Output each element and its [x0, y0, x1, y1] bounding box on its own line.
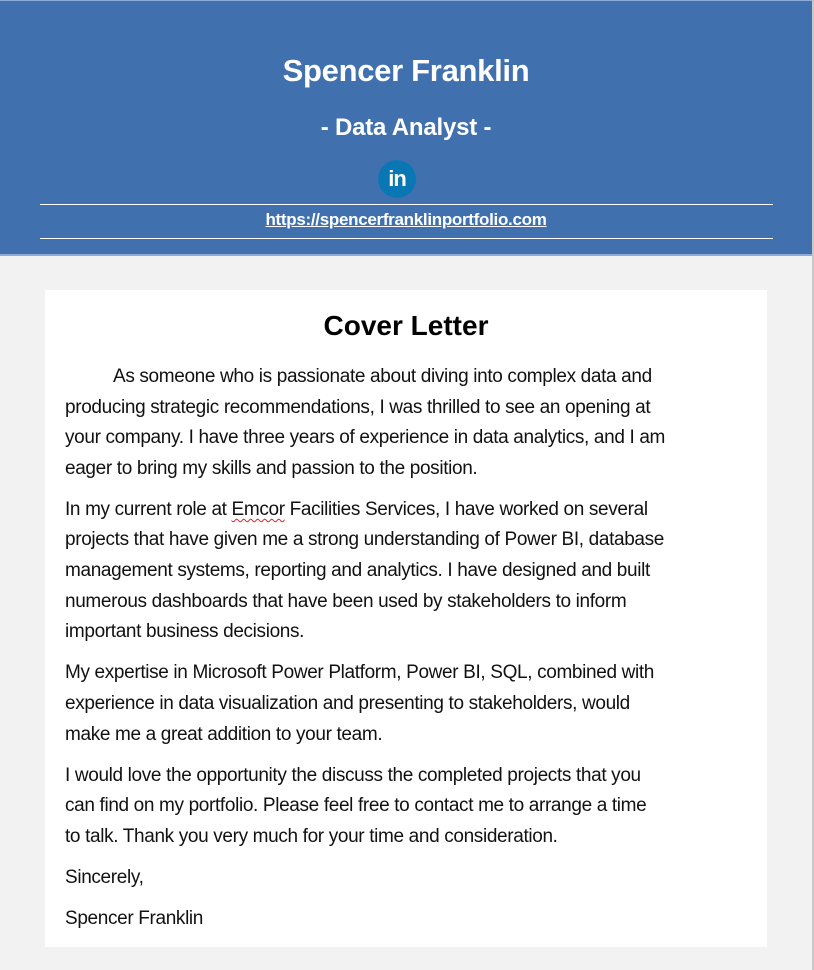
text-line: to talk. Thank you very much for your time and consideration. [65, 825, 558, 847]
text-line: projects that have given me a strong understanding of Power BI, database [65, 529, 665, 551]
paragraph-intro [65, 362, 755, 484]
text-line: I would love the opportunity the discuss the completed projects that you [65, 764, 641, 786]
sign-off [65, 863, 755, 894]
signature-name: Spencer Franklin [65, 908, 204, 929]
text-line [65, 495, 755, 526]
divider-bottom [40, 238, 773, 239]
text-line: management systems, reporting and analytics. I have designed and built [65, 560, 650, 582]
portfolio-link[interactable]: https://spencerfranklinportfolio.com [265, 210, 547, 229]
linkedin-icon[interactable] [378, 160, 416, 198]
cover-letter-card [45, 290, 767, 947]
text-line: As someone who is passionate about diving into complex data and [113, 366, 652, 387]
text-segment: Facilities Services, I have worked on several [284, 498, 648, 520]
text-line: experience in data visualization and presenting to stakeholders, would [65, 692, 630, 714]
paragraph-current-role [65, 495, 755, 648]
job-title: - Data Analyst - [320, 114, 492, 141]
paragraph-expertise [65, 658, 755, 750]
text-line: make me a great addition to your team. [65, 723, 383, 745]
candidate-name: Spencer Franklin [282, 53, 530, 88]
text-line: important business decisions. [65, 621, 305, 643]
text-segment: In my current role at [65, 498, 232, 520]
divider-top [40, 204, 773, 205]
closing-salutation: Sincerely, [65, 866, 144, 888]
text-line: eager to bring my skills and passion to the position. [65, 457, 478, 479]
text-line: your company. I have three years of experience in data analytics, and I am [65, 427, 666, 449]
text-line: can find on my portfolio. Please feel free to contact me to arrange a time [65, 795, 647, 817]
paragraph-closing [65, 761, 755, 853]
letter-body [65, 362, 755, 945]
linkedin-glyph: in [388, 166, 406, 191]
resume-header [0, 0, 812, 256]
text-line: My expertise in Microsoft Power Platform, Power BI, SQL, combined with [65, 662, 654, 684]
text-line: numerous dashboards that have been used by stakeholders to inform [65, 590, 627, 612]
spellcheck-flagged-word[interactable]: Emcor [231, 498, 285, 520]
signature-block [65, 904, 755, 935]
text-line: producing strategic recommendations, I was thrilled to see an opening at [65, 396, 651, 418]
cover-letter-title: Cover Letter [323, 310, 489, 341]
